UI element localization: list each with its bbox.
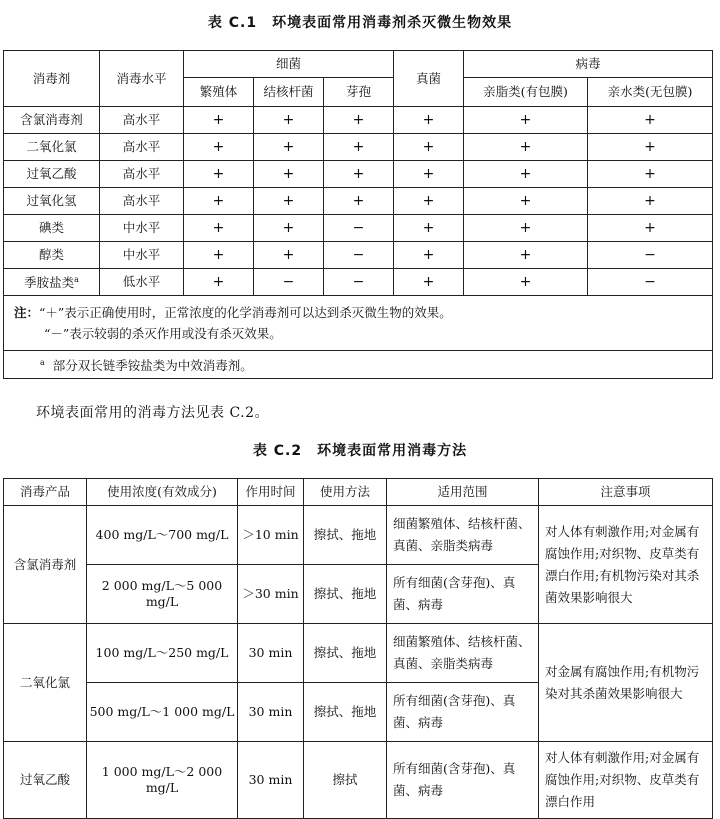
scope: 所有细菌(含芽孢)、真菌、病毒 xyxy=(387,742,539,819)
header-level: 消毒水平 xyxy=(100,51,184,107)
disinfection-methods-table xyxy=(3,478,713,819)
effect-cell: + xyxy=(254,242,324,269)
footnote-marker: a xyxy=(40,358,45,367)
effect-cell: + xyxy=(394,215,464,242)
table-c2-title: 表 C.2 环境表面常用消毒方法 xyxy=(252,443,468,459)
header-product: 消毒产品 xyxy=(4,479,87,506)
header-fungi: 真菌 xyxy=(394,51,464,107)
row-name: 二氧化氯 xyxy=(4,134,100,161)
concentration: 2 000 mg/L～5 000 mg/L xyxy=(87,565,238,624)
effect-cell: − xyxy=(324,269,394,296)
effect-cell: − xyxy=(588,269,713,296)
row-level: 高水平 xyxy=(100,107,184,134)
effect-cell: − xyxy=(588,242,713,269)
header-virus: 病毒 xyxy=(464,51,713,78)
effect-cell: + xyxy=(588,107,713,134)
row-level: 中水平 xyxy=(100,242,184,269)
row-name: 醇类 xyxy=(4,242,100,269)
effect-cell: + xyxy=(588,188,713,215)
effect-cell: + xyxy=(184,269,254,296)
effect-cell: + xyxy=(394,134,464,161)
effect-cell: + xyxy=(588,215,713,242)
concentration: 400 mg/L～700 mg/L xyxy=(87,506,238,565)
header-bacteria: 细菌 xyxy=(184,51,394,78)
header-lipophilic: 亲脂类(有包膜) xyxy=(464,78,588,107)
scope: 所有细菌(含芽孢)、真菌、病毒 xyxy=(387,683,539,742)
header-scope: 适用范围 xyxy=(387,479,539,506)
effect-cell: + xyxy=(184,161,254,188)
effect-cell: + xyxy=(464,269,588,296)
effect-cell: + xyxy=(184,107,254,134)
effect-cell: + xyxy=(394,269,464,296)
table-row xyxy=(4,188,713,215)
duration: ＞10 min xyxy=(238,506,304,565)
method: 擦拭、拖地 xyxy=(304,683,387,742)
effect-cell: + xyxy=(464,242,588,269)
effect-cell: + xyxy=(254,134,324,161)
header-spores: 芽孢 xyxy=(324,78,394,107)
scope: 所有细菌(含芽孢)、真菌、病毒 xyxy=(387,565,539,624)
effect-cell: + xyxy=(324,188,394,215)
header-vegetative: 繁殖体 xyxy=(184,78,254,107)
header-concentration: 使用浓度(有效成分) xyxy=(87,479,238,506)
table-row xyxy=(4,742,713,819)
effect-cell: − xyxy=(324,242,394,269)
header-method: 使用方法 xyxy=(304,479,387,506)
effect-cell: + xyxy=(464,215,588,242)
effect-cell: + xyxy=(394,188,464,215)
header-notes: 注意事项 xyxy=(539,479,713,506)
precautions: 对人体有刺激作用;对金属有腐蚀作用;对织物、皮草类有漂白作用;有机物污染对其杀菌效果影响很大 xyxy=(539,506,713,624)
row-name: 过氧化氢 xyxy=(4,188,100,215)
method: 擦拭、拖地 xyxy=(304,565,387,624)
scope: 细菌繁殖体、结核杆菌、真菌、亲脂类病毒 xyxy=(387,624,539,683)
row-level: 低水平 xyxy=(100,269,184,296)
method: 擦拭、拖地 xyxy=(304,506,387,565)
table-c1-title: 表 C.1 环境表面常用消毒剂杀灭微生物效果 xyxy=(207,15,513,31)
row-name: 季胺盐类$^a$ xyxy=(4,269,100,296)
effect-cell: + xyxy=(254,161,324,188)
product-name: 过氧乙酸 xyxy=(4,742,87,819)
row-level: 高水平 xyxy=(100,134,184,161)
table-row xyxy=(4,161,713,188)
header-tuberculosis: 结核杆菌 xyxy=(254,78,324,107)
effect-cell: + xyxy=(184,134,254,161)
effect-cell: + xyxy=(394,161,464,188)
note-line-2: “－”表示较弱的杀灭作用或没有杀灭效果。 xyxy=(44,326,282,341)
effect-cell: + xyxy=(324,107,394,134)
method: 擦拭 xyxy=(304,742,387,819)
footnote-marker: a xyxy=(74,275,79,285)
product-name: 含氯消毒剂 xyxy=(4,506,87,624)
effect-cell: + xyxy=(394,242,464,269)
table-row xyxy=(4,107,713,134)
duration: 30 min xyxy=(238,624,304,683)
concentration: 100 mg/L～250 mg/L xyxy=(87,624,238,683)
row-name: 碘类 xyxy=(4,215,100,242)
product-name: 二氧化氯 xyxy=(4,624,87,742)
header-time: 作用时间 xyxy=(238,479,304,506)
effect-cell: − xyxy=(254,269,324,296)
table-note xyxy=(4,296,713,351)
precautions: 对金属有腐蚀作用;有机物污染对其杀菌效果影响很大 xyxy=(539,624,713,742)
effect-cell: + xyxy=(464,161,588,188)
header-hydrophilic: 亲水类(无包膜) xyxy=(588,78,713,107)
effect-cell: + xyxy=(184,188,254,215)
row-name: 含氯消毒剂 xyxy=(4,107,100,134)
table-row xyxy=(4,215,713,242)
duration: ＞30 min xyxy=(238,565,304,624)
effect-cell: + xyxy=(324,134,394,161)
concentration: 1 000 mg/L～2 000 mg/L xyxy=(87,742,238,819)
table-footnote: $^a$ 部分双长链季铵盐类为中效消毒剂。 xyxy=(4,351,713,379)
duration: 30 min xyxy=(238,742,304,819)
note-line-1: 注：“＋”表示正确使用时，正常浓度的化学消毒剂可以达到杀灭微生物的效果。 xyxy=(14,305,452,320)
effect-cell: + xyxy=(464,107,588,134)
table-row xyxy=(4,506,713,565)
concentration: 500 mg/L～1 000 mg/L xyxy=(87,683,238,742)
effect-cell: + xyxy=(254,215,324,242)
precautions: 对人体有刺激作用;对金属有腐蚀作用;对织物、皮草类有漂白作用 xyxy=(539,742,713,819)
scope: 细菌繁殖体、结核杆菌、真菌、亲脂类病毒 xyxy=(387,506,539,565)
row-level: 高水平 xyxy=(100,161,184,188)
duration: 30 min xyxy=(238,683,304,742)
effect-cell: + xyxy=(184,242,254,269)
method: 擦拭、拖地 xyxy=(304,624,387,683)
effect-cell: − xyxy=(324,215,394,242)
table-row xyxy=(4,134,713,161)
header-disinfectant: 消毒剂 xyxy=(4,51,100,107)
effect-cell: + xyxy=(588,134,713,161)
effect-cell: + xyxy=(184,215,254,242)
row-level: 高水平 xyxy=(100,188,184,215)
table-row xyxy=(4,269,713,296)
disinfectant-effect-table xyxy=(3,50,713,379)
row-level: 中水平 xyxy=(100,215,184,242)
table-row xyxy=(4,242,713,269)
body-paragraph: 环境表面常用的消毒方法见表 C.2。 xyxy=(36,405,270,421)
effect-cell: + xyxy=(464,134,588,161)
effect-cell: + xyxy=(254,188,324,215)
row-name: 过氧乙酸 xyxy=(4,161,100,188)
effect-cell: + xyxy=(394,107,464,134)
effect-cell: + xyxy=(324,161,394,188)
effect-cell: + xyxy=(588,161,713,188)
effect-cell: + xyxy=(254,107,324,134)
effect-cell: + xyxy=(464,188,588,215)
table-row xyxy=(4,624,713,683)
